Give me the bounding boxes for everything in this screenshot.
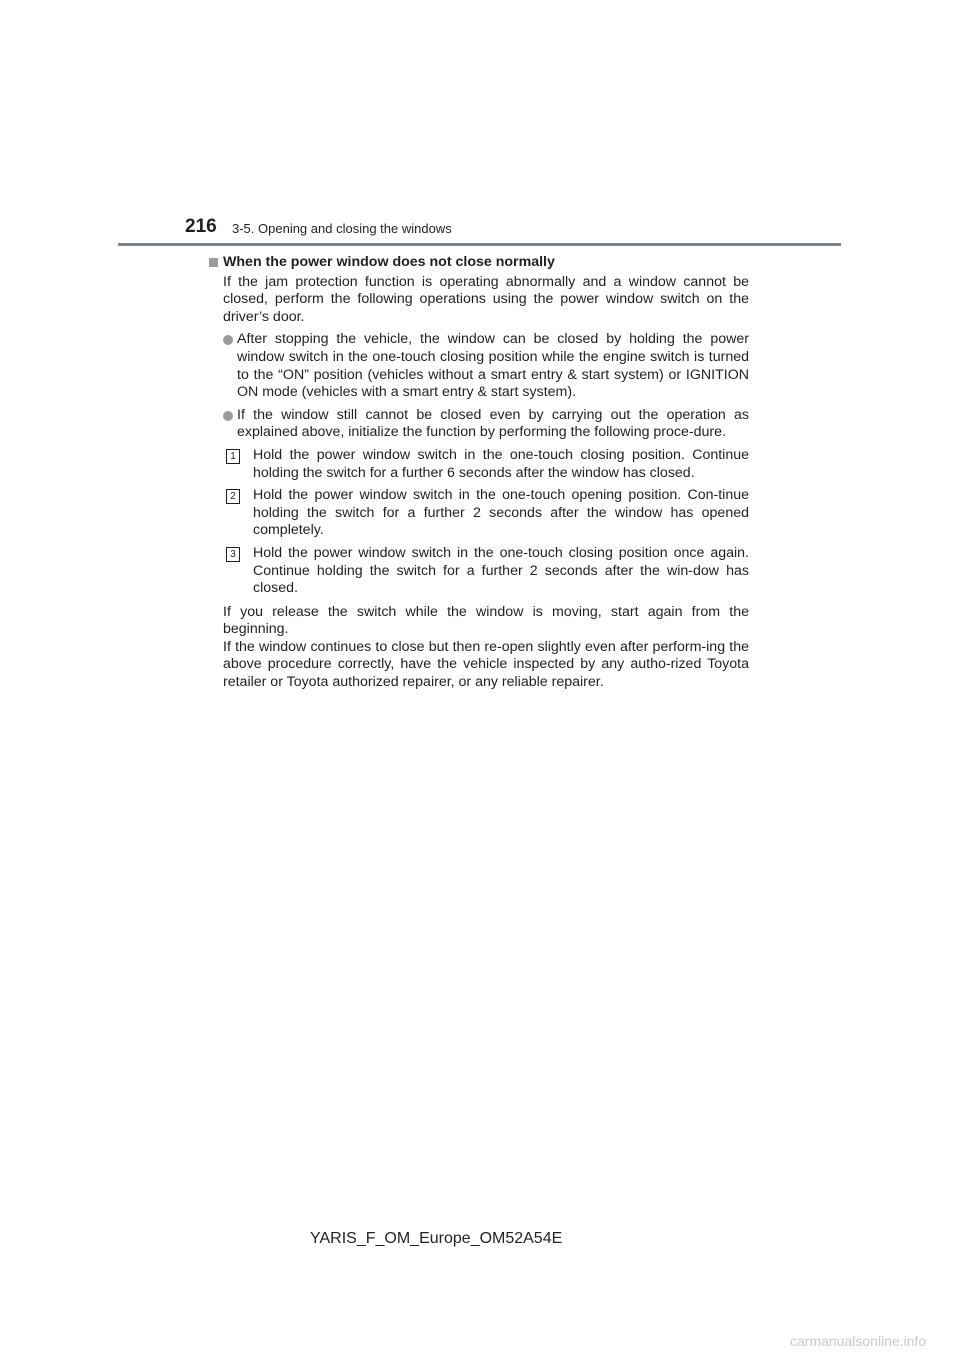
- step-number-badge: 2: [226, 489, 240, 504]
- note-inspection: If the window continues to close but then re-open slightly even after perform-ing the above procedure correctly, have the vehicle inspected by any autho-rized Toyota retailer or Toyota authorized repairer, or any reliable repairer.: [223, 638, 749, 691]
- section-title: 3-5. Opening and closing the windows: [232, 221, 452, 236]
- circle-bullet-icon: [223, 411, 233, 421]
- circle-bullet-icon: [223, 335, 233, 345]
- bullet-text: If the window still cannot be closed even by carrying out the operation as explained above, initialize the function by performing the following proce-dure.: [237, 406, 749, 441]
- bullet-item: [237, 331, 749, 401]
- note-paragraph: [223, 604, 749, 692]
- page-number: 216: [185, 216, 217, 237]
- intro-paragraph: If the jam protection function is operating abnormally and a window cannot be closed, perform the following operations using the power window switch on the driver’s door.: [223, 273, 749, 325]
- header-divider: [118, 243, 841, 246]
- step-text: Hold the power window switch in the one-touch opening position. Con-tinue holding the switch for a further 2 seconds after the window has opened completely.: [253, 487, 749, 539]
- section-heading-text: When the power window does not close normally: [223, 254, 555, 270]
- watermark: carmanualsonline.info: [790, 1333, 927, 1349]
- document-code: YARIS_F_OM_Europe_OM52A54E: [310, 1230, 563, 1247]
- note-restart: If you release the switch while the window is moving, start again from the beginning.: [223, 603, 749, 638]
- step-item: [230, 446, 749, 482]
- bullet-text: After stopping the vehicle, the window can be closed by holding the power window switch in the one-touch closing position while the engine switch is turned to the “ON” position (vehicles without a smart entry & start system) or IGNITION ON mode (vehicles with a smart entry & start system).: [237, 331, 749, 401]
- step-text: Hold the power window switch in the one-touch closing position. Continue holding the switch for a further 6 seconds after the window has closed.: [253, 446, 749, 481]
- step-number-badge: 3: [226, 547, 240, 562]
- step-item: [230, 487, 749, 540]
- main-content: [209, 254, 749, 692]
- section-heading: [209, 254, 749, 272]
- bullet-item: [237, 407, 749, 442]
- step-text: Hold the power window switch in the one-touch closing position once again. Continue holding the switch for a further 2 seconds after the win-dow has closed.: [253, 544, 749, 597]
- step-number-badge: 1: [226, 449, 240, 464]
- square-bullet-icon: [209, 258, 218, 267]
- step-item: [230, 544, 749, 598]
